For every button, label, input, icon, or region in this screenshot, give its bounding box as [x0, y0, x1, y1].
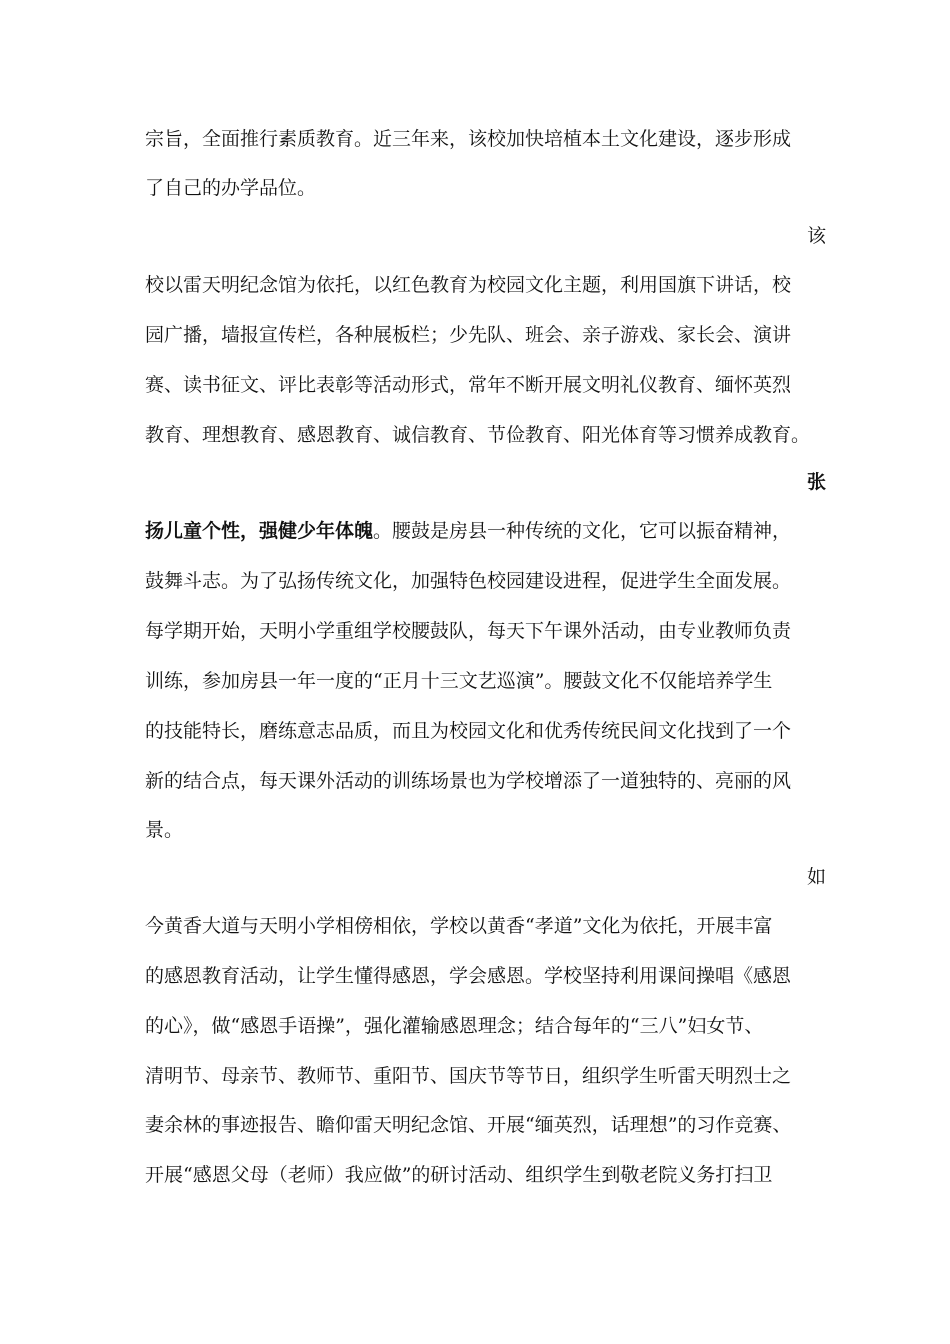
- paragraph-line: 了自己的办学品位。: [145, 177, 317, 199]
- paragraph-initial-bold: 张: [806, 471, 826, 493]
- paragraph-line: 景。: [145, 819, 184, 841]
- paragraph-line: 的感恩教育活动，让学生懂得感恩，学会感恩。学校坚持利用课间操唱《感恩: [145, 965, 792, 987]
- paragraph-initial: 如: [806, 866, 826, 888]
- paragraph-text: 。腰鼓是房县一种传统的文化，它可以振奋精神，: [373, 520, 792, 542]
- paragraph-line: 开展“感恩父母（老师）我应做”的研讨活动、组织学生到敬老院义务打扫卫: [145, 1164, 773, 1186]
- paragraph-initial: 该: [806, 225, 826, 247]
- paragraph-line: 校以雷天明纪念馆为依托，以红色教育为校园文化主题，利用国旗下讲话，校: [145, 274, 792, 296]
- paragraph-line: 的技能特长，磨练意志品质，而且为校园文化和优秀传统民间文化找到了一个: [145, 720, 792, 742]
- paragraph-line: 的心》，做“感恩手语操”，强化灌输感恩理念；结合每年的“三八”妇女节、: [145, 1015, 764, 1037]
- paragraph-line: 新的结合点，每天课外活动的训练场景也为学校增添了一道独特的、亮丽的风: [145, 770, 792, 792]
- paragraph-line: 教育、理想教育、感恩教育、诚信教育、节俭教育、阳光体育等习惯养成教育。: [145, 424, 811, 446]
- paragraph-line: 赛、读书征文、评比表彰等活动形式，常年不断开展文明礼仪教育、缅怀英烈: [145, 374, 792, 396]
- paragraph-line: [145, 519, 835, 543]
- paragraph-line: 清明节、母亲节、教师节、重阳节、国庆节等节日，组织学生听雷天明烈士之: [145, 1065, 792, 1087]
- paragraph-line: 园广播，墙报宣传栏，各种展板栏；少先队、班会、亲子游戏、家长会、演讲: [145, 324, 792, 346]
- paragraph-line: 宗旨，全面推行素质教育。近三年来，该校加快培植本土文化建设，逐步形成: [145, 128, 792, 150]
- paragraph-line: 鼓舞斗志。为了弘扬传统文化，加强特色校园建设进程，促进学生全面发展。: [145, 570, 792, 592]
- paragraph-line: 每学期开始，天明小学重组学校腰鼓队，每天下午课外活动，由专业教师负责: [145, 620, 792, 642]
- paragraph-line: 训练，参加房县一年一度的“正月十三文艺巡演”。腰鼓文化不仅能培养学生: [145, 670, 773, 692]
- paragraph-line: 妻余林的事迹报告、瞻仰雷天明纪念馆、开展“缅英烈，话理想”的习作竞赛、: [145, 1114, 792, 1136]
- paragraph-line: 今黄香大道与天明小学相傍相依，学校以黄香“孝道”文化为依托，开展丰富: [145, 915, 773, 937]
- paragraph-heading: 扬儿童个性，强健少年体魄: [145, 520, 374, 542]
